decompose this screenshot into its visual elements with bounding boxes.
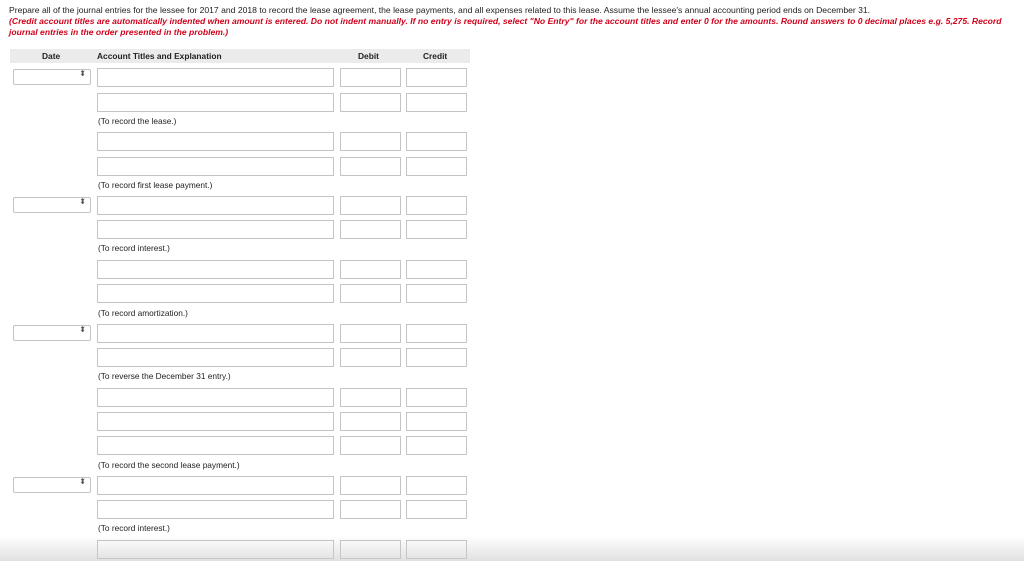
credit-input[interactable] xyxy=(406,324,467,343)
credit-input[interactable] xyxy=(406,196,467,215)
credit-input[interactable] xyxy=(406,388,467,407)
entry-note: (To record the second lease payment.) xyxy=(98,460,240,470)
account-title-input[interactable] xyxy=(97,436,334,455)
debit-input[interactable] xyxy=(340,284,401,303)
entry-note: (To reverse the December 31 entry.) xyxy=(98,371,231,381)
debit-input[interactable] xyxy=(340,412,401,431)
debit-input[interactable] xyxy=(340,68,401,87)
debit-input[interactable] xyxy=(340,220,401,239)
account-title-input[interactable] xyxy=(97,68,334,87)
account-title-input[interactable] xyxy=(97,196,334,215)
credit-input[interactable] xyxy=(406,260,467,279)
account-title-input[interactable] xyxy=(97,500,334,519)
account-title-input[interactable] xyxy=(97,540,334,559)
credit-input[interactable] xyxy=(406,93,467,112)
entry-note: (To record amortization.) xyxy=(98,308,188,318)
account-title-input[interactable] xyxy=(97,324,334,343)
header-account-titles: Account Titles and Explanation xyxy=(97,51,222,61)
debit-input[interactable] xyxy=(340,196,401,215)
credit-input[interactable] xyxy=(406,348,467,367)
account-title-input[interactable] xyxy=(97,260,334,279)
select-arrow-icon: ⬍ xyxy=(79,69,86,78)
header-date: Date xyxy=(42,51,61,61)
instructions-text: Prepare all of the journal entries for the lessee for 2017 and 2018 to record the lease agreement, the lease payments, and all expenses related to this lease. Assume the lessee's annual accounting period ends on December 31. xyxy=(9,5,871,15)
credit-input[interactable] xyxy=(406,412,467,431)
date-select[interactable] xyxy=(13,477,91,493)
select-arrow-icon: ⬍ xyxy=(79,477,86,486)
debit-input[interactable] xyxy=(340,436,401,455)
account-title-input[interactable] xyxy=(97,157,334,176)
account-title-input[interactable] xyxy=(97,412,334,431)
debit-input[interactable] xyxy=(340,132,401,151)
entry-note: (To record first lease payment.) xyxy=(98,180,213,190)
debit-input[interactable] xyxy=(340,324,401,343)
debit-input[interactable] xyxy=(340,476,401,495)
select-arrow-icon: ⬍ xyxy=(79,325,86,334)
credit-input[interactable] xyxy=(406,436,467,455)
account-title-input[interactable] xyxy=(97,348,334,367)
credit-input[interactable] xyxy=(406,540,467,559)
instructions xyxy=(9,5,1021,38)
credit-input[interactable] xyxy=(406,284,467,303)
header-debit: Debit xyxy=(358,51,379,61)
date-select[interactable] xyxy=(13,69,91,85)
credit-input[interactable] xyxy=(406,132,467,151)
entry-note: (To record the lease.) xyxy=(98,116,177,126)
entry-note: (To record interest.) xyxy=(98,243,170,253)
select-arrow-icon: ⬍ xyxy=(79,197,86,206)
debit-input[interactable] xyxy=(340,348,401,367)
debit-input[interactable] xyxy=(340,540,401,559)
debit-input[interactable] xyxy=(340,260,401,279)
date-select[interactable] xyxy=(13,197,91,213)
debit-input[interactable] xyxy=(340,500,401,519)
account-title-input[interactable] xyxy=(97,284,334,303)
journal-table-header xyxy=(10,49,470,63)
credit-input[interactable] xyxy=(406,476,467,495)
account-title-input[interactable] xyxy=(97,93,334,112)
debit-input[interactable] xyxy=(340,388,401,407)
credit-input[interactable] xyxy=(406,500,467,519)
account-title-input[interactable] xyxy=(97,132,334,151)
credit-input[interactable] xyxy=(406,157,467,176)
account-title-input[interactable] xyxy=(97,220,334,239)
instructions-note: (Credit account titles are automatically indented when amount is entered. Do not indent manually. If no entry is required, select "No Entry" for the account titles and enter 0 for the amounts. Round answers to 0 decimal places e.g. 5,275. Record journal entries in the order presented in the problem.) xyxy=(9,16,1002,37)
credit-input[interactable] xyxy=(406,68,467,87)
date-select[interactable] xyxy=(13,325,91,341)
header-credit: Credit xyxy=(423,51,448,61)
debit-input[interactable] xyxy=(340,157,401,176)
credit-input[interactable] xyxy=(406,220,467,239)
account-title-input[interactable] xyxy=(97,476,334,495)
entry-note: (To record interest.) xyxy=(98,523,170,533)
debit-input[interactable] xyxy=(340,93,401,112)
account-title-input[interactable] xyxy=(97,388,334,407)
